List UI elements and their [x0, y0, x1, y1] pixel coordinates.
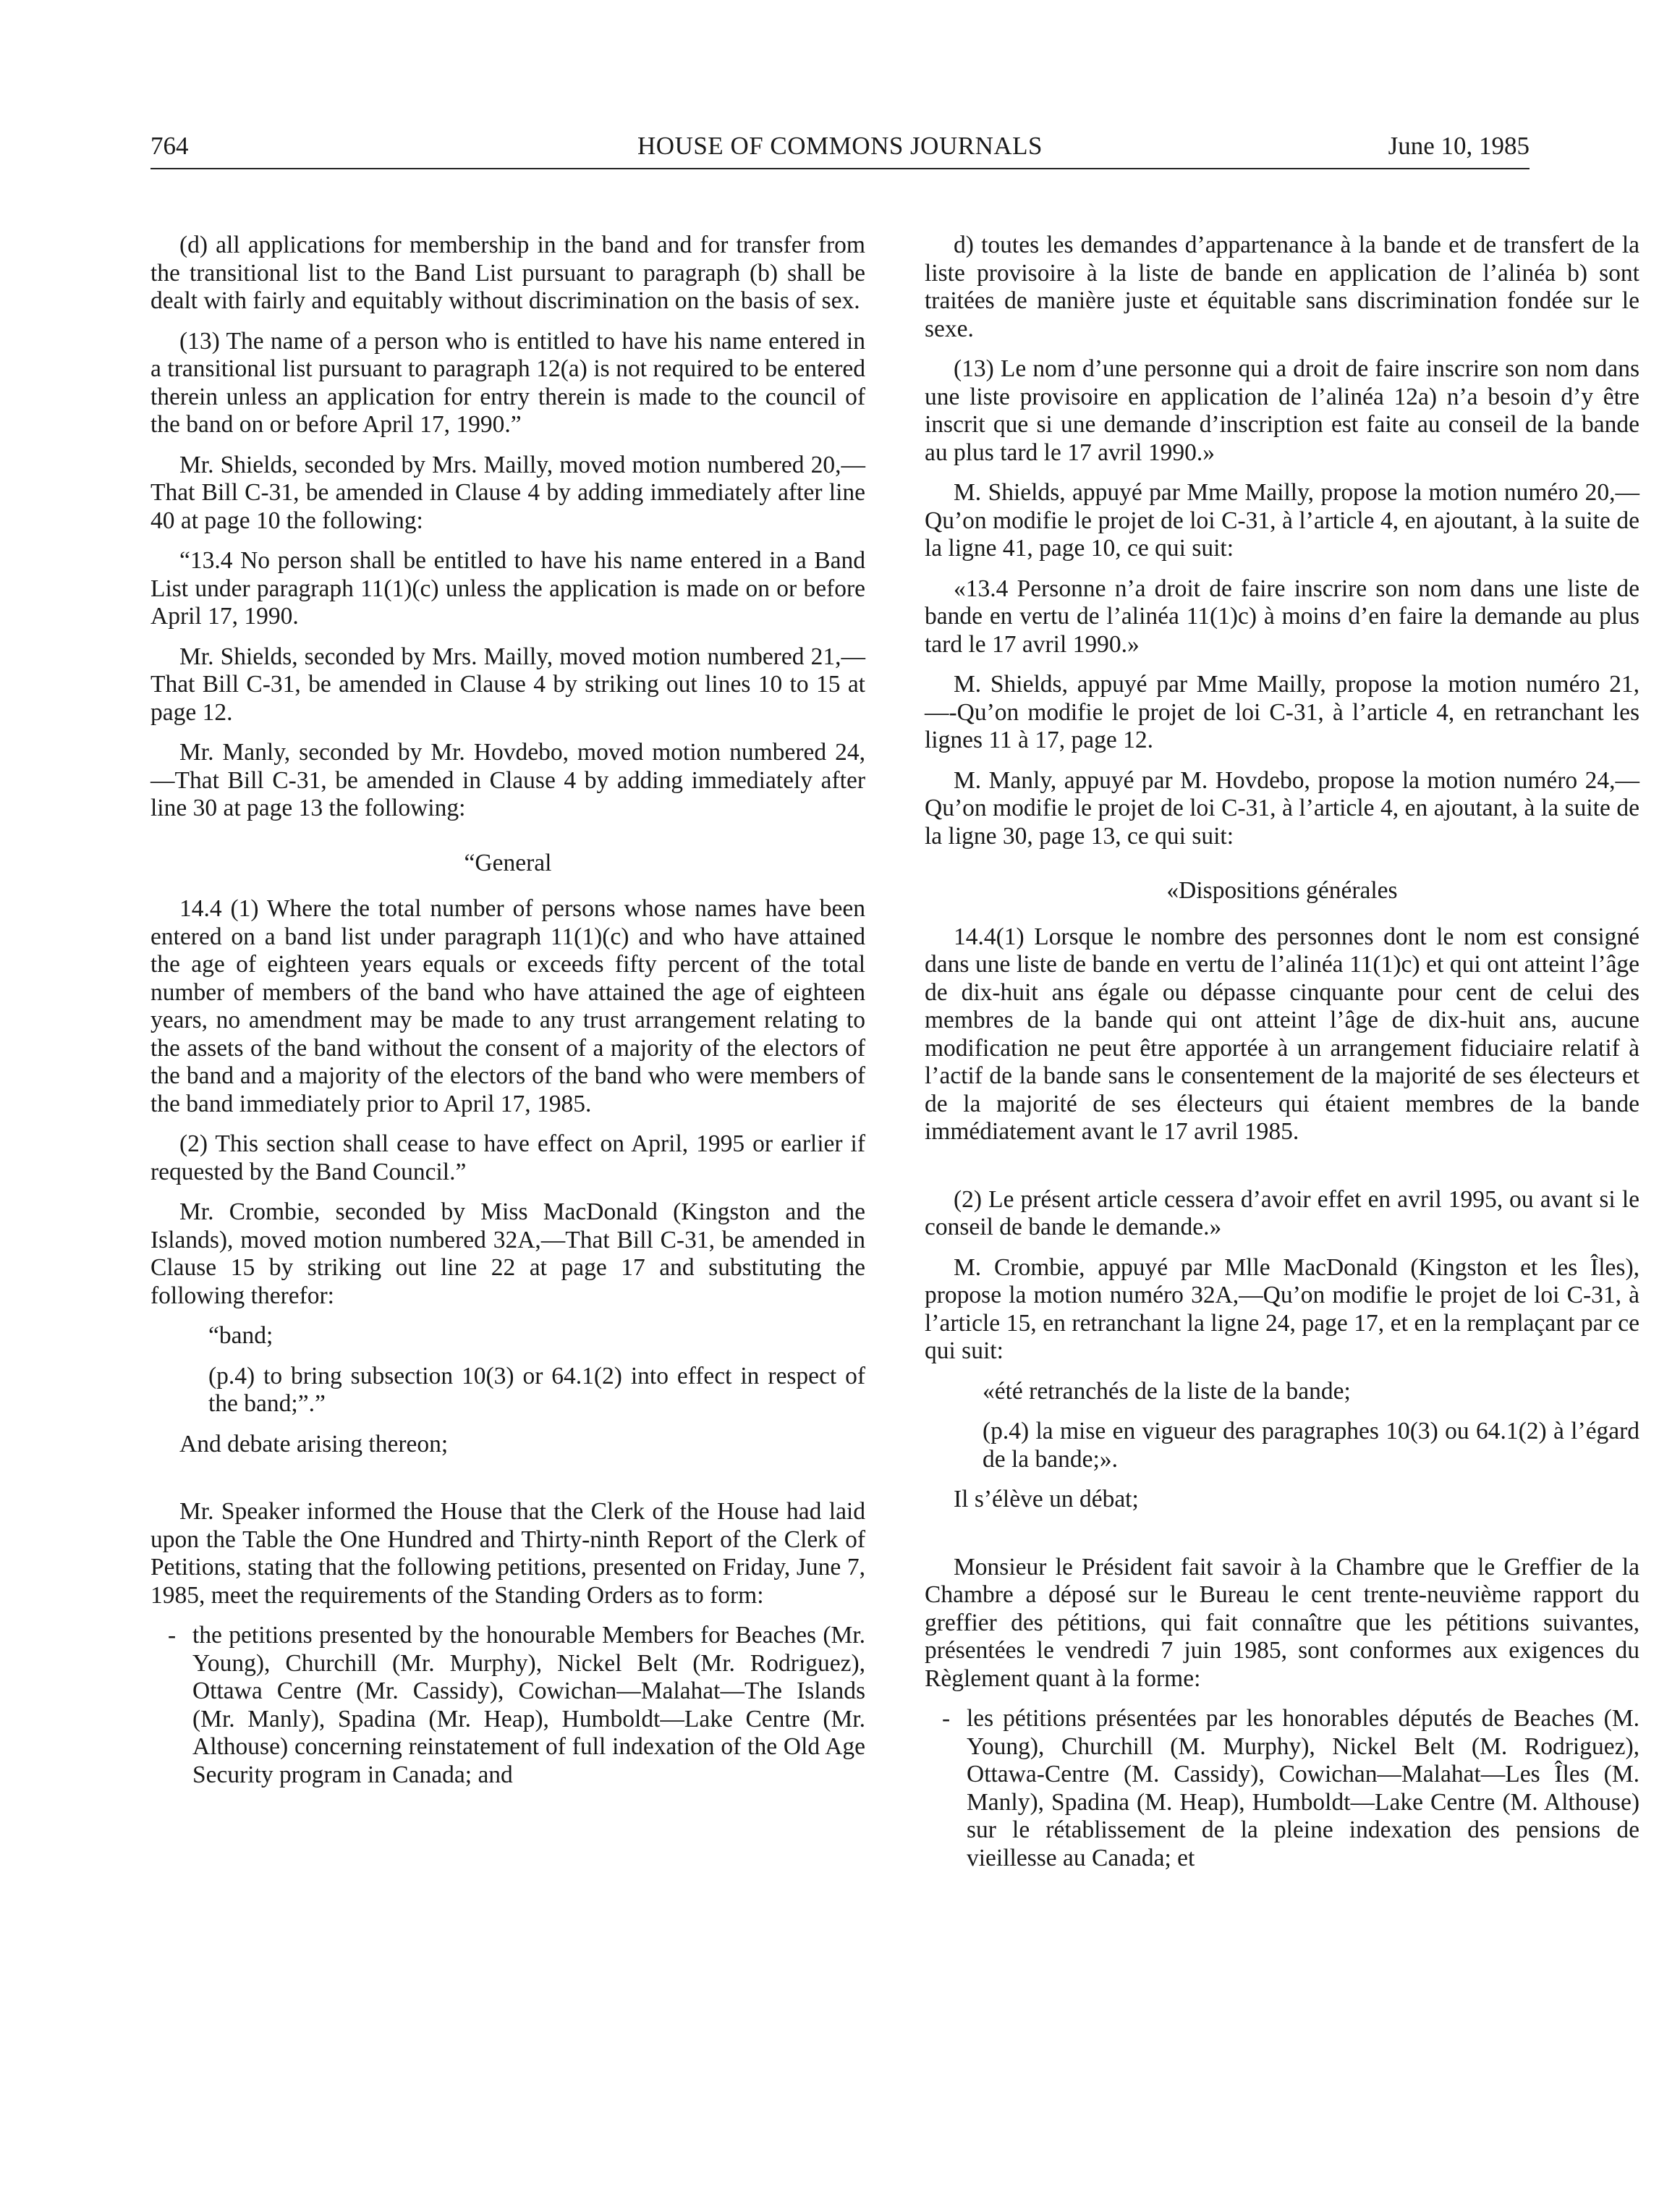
- fr-paragraph-d: d) toutes les demandes d’appartenance à la bande et de transfert de la liste provisoire à la liste de bande en application de l’alinéa b) sont traitées de manière juste et équitable sans discrimination fondée sur le sexe.: [925, 232, 1639, 342]
- fr-quote-band: «été retranchés de la liste de la bande;: [983, 1377, 1351, 1405]
- fr-quote-p4: (p.4) la mise en vigueur des paragraphes 10(3) ou 64.1(2) à l’égard de la bande;».: [983, 1418, 1639, 1473]
- page-number: 764: [150, 132, 189, 160]
- en-motion-24: Mr. Manly, seconded by Mr. Hovdebo, moved motion numbered 24,—That Bill C-31, be amended in Clause 4 by adding immediately after line 30 at page 13 the following:: [150, 739, 865, 821]
- en-quote-band: “band;: [208, 1322, 273, 1349]
- page-header: [150, 130, 1530, 171]
- fr-clause-13-4: «13.4 Personne n’a droit de faire inscrire son nom dans une liste de bande en vertu de l’alinéa 11(1)c) à moins d’en faire la demande au plus tard le 17 avril 1990.»: [925, 575, 1639, 658]
- fr-motion-32a: M. Crombie, appuyé par Mlle MacDonald (Kingston et les Îles), propose la motion numéro 32A,—Qu’on modifie le projet de loi C-31, à l’article 15, en retranchant la ligne 24, page 17, et en la remplaçant par ce qui suit:: [925, 1253, 1639, 1364]
- en-debate: And debate arising thereon;: [179, 1430, 449, 1458]
- fr-heading-dispositions: «Dispositions générales: [1166, 877, 1398, 904]
- fr-motion-20: M. Shields, appuyé par Mme Mailly, propose la motion numéro 20,—Qu’on modifie le projet de loi C-31, à l’article 4, en ajoutant, à la suite de la ligne 41, page 10, ce qui suit:: [925, 479, 1639, 562]
- fr-petitions-item: - les pétitions présentées par les honorables députés de Beaches (M. Young), Churchill (M. Murphy), Nickel Belt (M. Rodriguez), Ottawa-Centre (M. Cassidy), Cowichan—Malahat—Les Îles (M. Manly), Spadina (M. Heap), Humboldt—Lake Centre (M. Althouse) sur le rétablissement de la pleine indexation des pensions de vieillesse au Canada; et: [925, 1705, 1639, 1872]
- fr-speaker-report: Monsieur le Président fait savoir à la Chambre que le Greffier de la Chambre a déposé sur le Bureau le cent trente-neuvième rapport du greffier des pétitions, qui fait connaître que les pétitions suivantes, présentées le vendredi 7 juin 1985, sont conformes aux exigences du Règlement quant à la forme:: [925, 1553, 1639, 1692]
- french-column: [925, 232, 1639, 1872]
- en-speaker-report: Mr. Speaker informed the House that the Clerk of the House had laid upon the Table the One Hundred and Thirty-ninth Report of the Clerk of Petitions, stating that the following petitions, presented on Friday, June 7, 1985, meet the requirements of the Standing Orders as to form:: [150, 1498, 865, 1609]
- en-quote-p4: (p.4) to bring subsection 10(3) or 64.1(2) into effect in respect of the band;”.”: [208, 1362, 865, 1417]
- fr-clause-14-4-2: (2) Le présent article cessera d’avoir effet en avril 1995, ou avant si le conseil de bande le demande.»: [925, 1185, 1639, 1240]
- en-paragraph-13: (13) The name of a person who is entitled to have his name entered in a transitional list pursuant to paragraph 12(a) is not required to be entered therein unless an application for entry therein is made to the council of the band on or before April 17, 1990.”: [150, 327, 865, 438]
- fr-clause-14-4-1: 14.4(1) Lorsque le nombre des personnes dont le nom est consigné dans une liste de bande en vertu de l’alinéa 11(1)c) et qui ont atteint l’âge de dix-huit ans égale ou dépasse cinquante pour cent de celui des membres de la bande qui ont atteint l’âge de dix-huit ans, aucune modification ne peut être apportée à un arrangement fiduciaire relatif à l’actif de la bande sans le consentement de la majorité de ses électeurs et de la majorité de ses électeurs qui étaient membres de la bande immédiatement avant le 17 avril 1985.: [925, 923, 1639, 1145]
- journal-title: HOUSE OF COMMONS JOURNALS: [637, 132, 1043, 160]
- english-column: [150, 232, 865, 1789]
- fr-paragraph-13: (13) Le nom d’une personne qui a droit de faire inscrire son nom dans une liste provisoire en application de l’alinéa 12a) n’a besoin d’y être inscrit que si une demande d’inscription est faite au conseil de la bande au plus tard le 17 avril 1990.»: [925, 355, 1639, 466]
- en-heading-general: “General: [464, 849, 552, 876]
- header-rule: [150, 168, 1530, 169]
- fr-motion-24: M. Manly, appuyé par M. Hovdebo, propose la motion numéro 24,—Qu’on modifie le projet de loi C-31, à l’article 4, en ajoutant, à la suite de la ligne 30, page 13, ce qui suit:: [925, 766, 1639, 850]
- fr-debate: Il s’élève un débat;: [954, 1486, 1139, 1512]
- en-paragraph-d: (d) all applications for membership in the band and for transfer from the transitional list to the Band List pursuant to paragraph (b) shall be dealt with fairly and equitably without discrimination on the basis of sex.: [150, 232, 865, 314]
- en-motion-21: Mr. Shields, seconded by Mrs. Mailly, moved motion numbered 21,—That Bill C-31, be amended in Clause 4 by striking out lines 10 to 15 at page 12.: [150, 643, 865, 726]
- fr-motion-21: M. Shields, appuyé par Mme Mailly, propose la motion numéro 21,—-Qu’on modifie le projet de loi C-31, à l’article 4, en retranchant les lignes 11 à 17, page 12.: [925, 671, 1639, 753]
- en-clause-14-4-1: 14.4 (1) Where the total number of persons whose names have been entered on a band list under paragraph 11(1)(c) and who have attained the age of eighteen years equals or exceeds fifty percent of the total number of members of the band who have attained the age of eighteen years, no amendment may be made to any trust arrangement relating to the assets of the band without the consent of a majority of the electors of the band and a majority of the electors of the band who were members of the band immediately prior to April 17, 1985.: [150, 895, 865, 1117]
- en-motion-32a: Mr. Crombie, seconded by Miss MacDonald (Kingston and the Islands), moved motion numbered 32A,—That Bill C-31, be amended in Clause 15 by striking out line 22 at page 17 and substituting the following therefor:: [150, 1198, 865, 1309]
- en-clause-14-4-2: (2) This section shall cease to have effect on April, 1995 or earlier if requested by the Band Council.”: [150, 1130, 865, 1185]
- en-clause-13-4: “13.4 No person shall be entitled to have his name entered in a Band List under paragraph 11(1)(c) unless the application is made on or before April 17, 1990.: [150, 547, 865, 630]
- en-motion-20: Mr. Shields, seconded by Mrs. Mailly, moved motion numbered 20,—That Bill C-31, be amended in Clause 4 by adding immediately after line 40 at page 10 the following:: [150, 451, 865, 534]
- en-petitions-item: - the petitions presented by the honourable Members for Beaches (Mr. Young), Churchill (Mr. Murphy), Nickel Belt (Mr. Rodriguez), Ottawa Centre (Mr. Cassidy), Cowichan—Malahat—The Islands (Mr. Manly), Spadina (Mr. Heap), Humboldt—Lake Centre (Mr. Althouse) concerning reinstatement of full indexation of the Old Age Security program in Canada; and: [150, 1622, 865, 1789]
- journal-date: June 10, 1985: [1388, 132, 1530, 160]
